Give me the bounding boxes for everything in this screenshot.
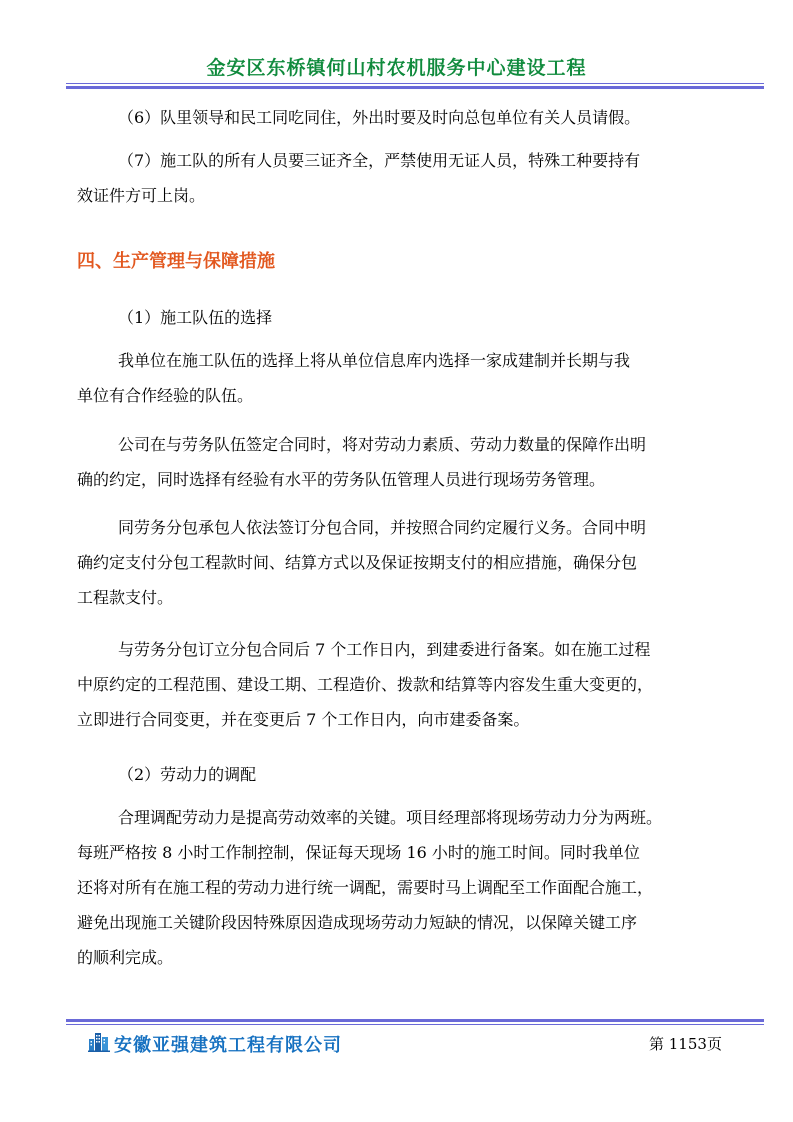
paragraph-line: 单位有合作经验的队伍。	[77, 386, 254, 405]
paragraph-line: 确约定支付分包工程款时间、结算方式以及保证按期支付的相应措施，确保分包	[77, 553, 638, 572]
paragraph-line: 我单位在施工队伍的选择上将从单位信息库内选择一家成建制并长期与我	[118, 351, 631, 370]
paragraph	[77, 343, 743, 413]
paragraph-line: 每班严格按 8 小时工作制控制，保证每天现场 16 小时的施工时间。同时我单位	[77, 843, 640, 862]
paragraph-line: 确的约定，同时选择有经验有水平的劳务队伍管理人员进行现场劳务管理。	[77, 470, 606, 489]
paragraph-line: 同劳务分包承包人依法签订分包合同，并按照合同约定履行义务。合同中明	[118, 518, 647, 537]
building-logo-icon	[88, 1030, 110, 1052]
paragraph	[77, 800, 743, 975]
paragraph-line: （6）队里领导和民工同吃同住，外出时要及时向总包单位有关人员请假。	[118, 108, 641, 127]
paragraph-line: 公司在与劳务队伍签定合同时，将对劳动力素质、劳动力数量的保障作出明	[118, 435, 647, 454]
page-number: 第 1153页	[649, 1035, 722, 1053]
paragraph-line: 还将对所有在施工程的劳动力进行统一调配，需要时马上调配至工作面配合施工，	[77, 878, 654, 897]
paragraph-line: 合理调配劳动力是提高劳动效率的关键。项目经理部将现场劳动力分为两班。	[118, 808, 663, 827]
paragraph-line: （2）劳动力的调配	[118, 765, 257, 784]
page-header-title: 金安区东桥镇何山村农机服务中心建设工程	[206, 57, 587, 79]
paragraph	[77, 632, 743, 737]
paragraph-line: 中原约定的工程范围、建设工期、工程造价、拨款和结算等内容发生重大变更的，	[77, 675, 654, 694]
paragraph-line: （1）施工队伍的选择	[118, 308, 273, 327]
paragraph-line: 避免出现施工关键阶段因特殊原因造成现场劳动力短缺的情况，以保障关键工序	[77, 913, 638, 932]
section-heading: 四、生产管理与保障措施	[77, 251, 275, 272]
paragraph-line: 与劳务分包订立分包合同后 7 个工作日内，到建委进行备案。如在施工过程	[118, 640, 651, 659]
paragraph	[77, 757, 743, 792]
footer-rule-thin	[66, 1024, 764, 1025]
footer-company-name: 安徽亚强建筑工程有限公司	[114, 1035, 342, 1056]
footer-rule-thick	[66, 1019, 764, 1022]
paragraph	[77, 300, 743, 335]
paragraph	[77, 143, 743, 213]
paragraph-line: 工程款支付。	[77, 588, 174, 607]
header-rule-thin	[66, 83, 764, 84]
paragraph-line: 的顺利完成。	[77, 948, 174, 967]
paragraph	[77, 427, 743, 497]
paragraph	[77, 510, 743, 615]
paragraph-line: （7）施工队的所有人员要三证齐全，严禁使用无证人员，特殊工种要持有	[118, 151, 641, 170]
paragraph	[77, 100, 743, 135]
header-rule-thick	[66, 86, 764, 89]
paragraph-line: 立即进行合同变更，并在变更后 7 个工作日内，向市建委备案。	[77, 710, 530, 729]
paragraph-line: 效证件方可上岗。	[77, 186, 206, 205]
